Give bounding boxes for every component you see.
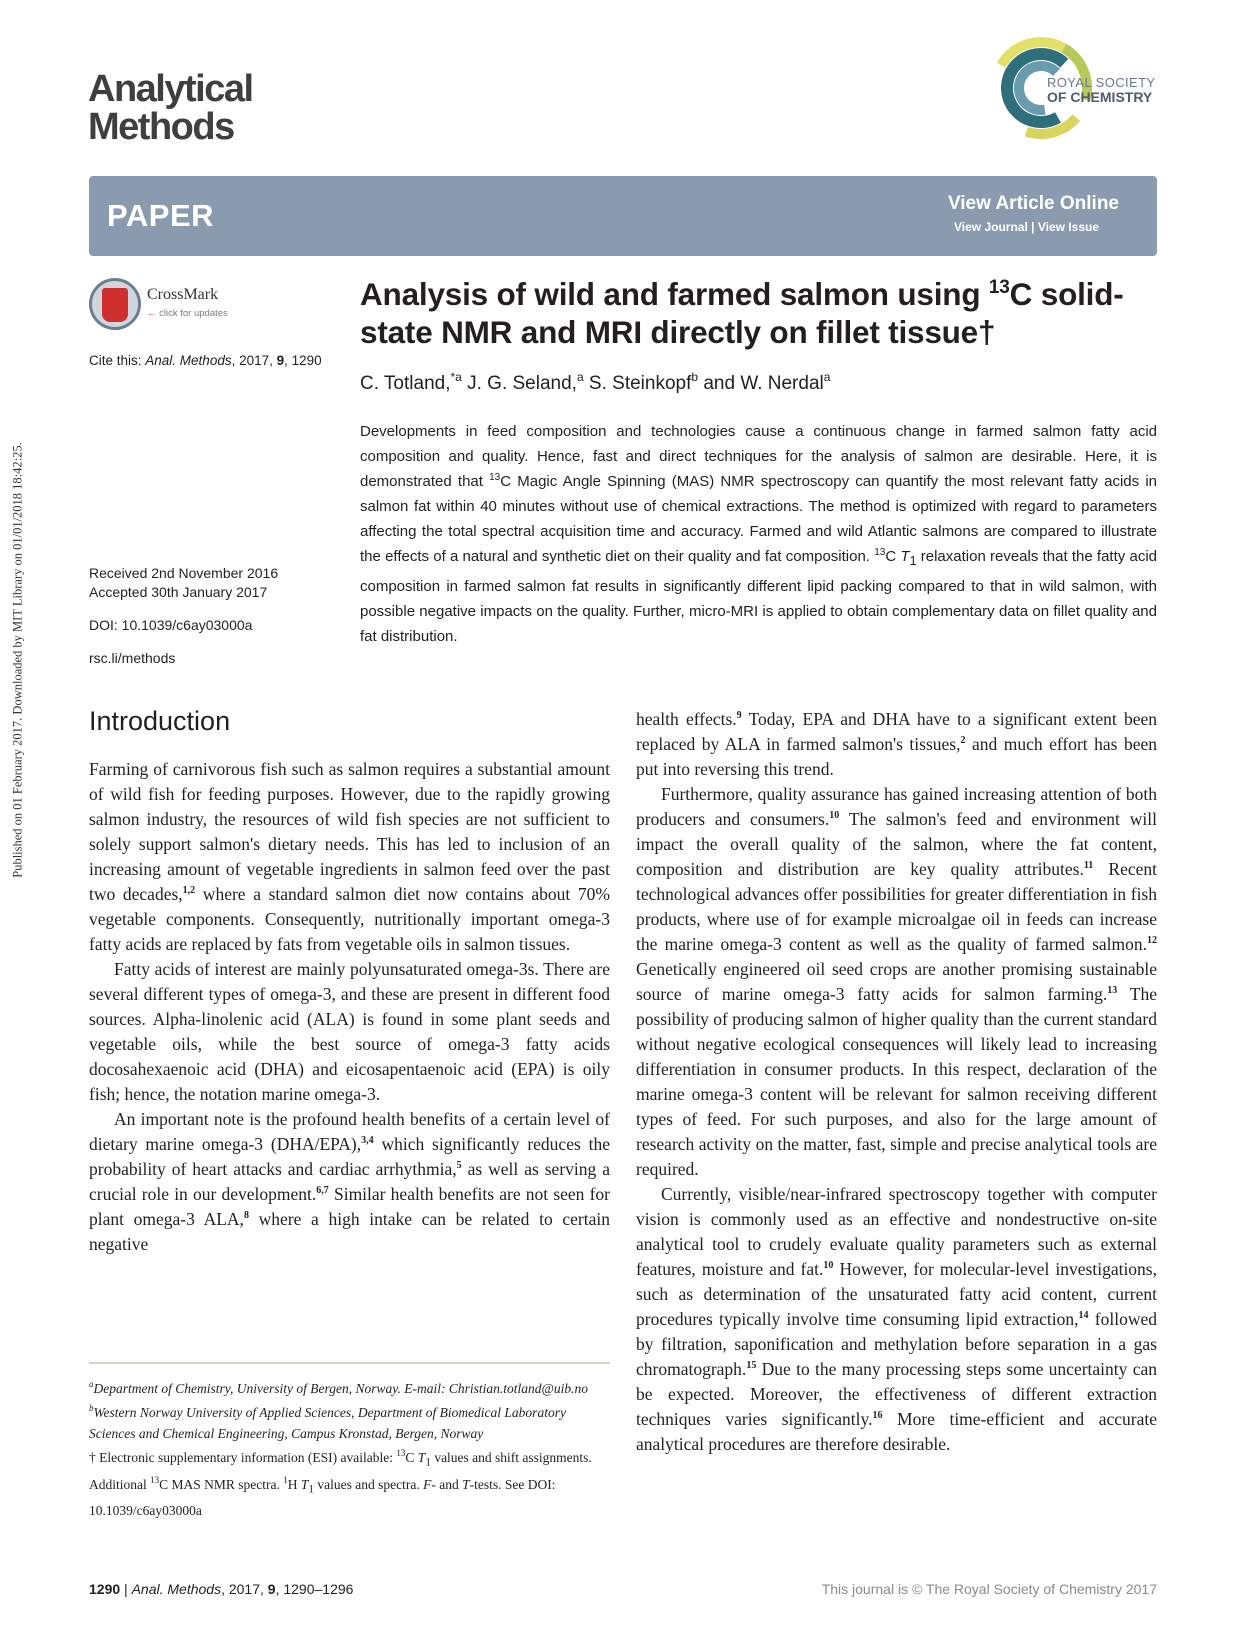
doi[interactable]: DOI: 10.1039/c6ay03000a <box>89 617 253 633</box>
reference-mark[interactable]: 9 <box>736 710 742 721</box>
citation-prefix: Cite this: <box>89 353 146 368</box>
author-name[interactable]: C. Totland, <box>360 373 451 394</box>
journal-link[interactable]: rsc.li/methods <box>89 650 176 666</box>
crossmark-sublabel <box>147 308 228 319</box>
reference-mark[interactable]: 10 <box>823 1260 834 1271</box>
author-list <box>360 370 831 395</box>
paragraph-text: More time-efficient and accurate analytical procedures are therefore desirable. <box>636 1409 1158 1454</box>
paragraph-text: The salmon's feed and environment will impact the overall quality of the salmon, where the fat content, composition and distribution are key quality attributes. <box>636 809 1157 879</box>
author-affiliation-mark: a <box>576 370 584 384</box>
footer-year: , 2017, <box>221 1581 268 1597</box>
reference-mark[interactable]: 6,7 <box>316 1185 329 1196</box>
paragraph-text: However, for molecular-level investigations, such as determination of the unsaturated fatty acid content, current procedures typically involve time consuming lipid extraction, <box>636 1259 1157 1329</box>
paragraph <box>636 707 1157 782</box>
author-affiliation-mark: *a <box>450 370 462 384</box>
footnote-affiliation-b <box>89 1402 610 1444</box>
view-article-online-link[interactable]: View Article Online <box>947 193 1119 214</box>
paragraph-text: Today, EPA and DHA have to a significant extent been replaced by ALA in farmed salmon's tissues, <box>636 709 1157 754</box>
footnote-superscript: 1 <box>283 1474 288 1485</box>
accepted-date: Accepted 30th January 2017 <box>89 584 268 600</box>
footnote-symbol: T <box>417 1450 426 1465</box>
paragraph-text: which significantly reduces the probability of heart attacks and cardiac arrhythmia, <box>89 1134 610 1179</box>
footnote-divider <box>89 1362 610 1364</box>
crossmark-icon <box>89 278 141 330</box>
footnote-esi <box>89 1447 610 1521</box>
section-heading-introduction: Introduction <box>89 706 231 736</box>
author-name[interactable]: J. G. Seland, <box>461 373 577 394</box>
footnote-superscript: 13 <box>150 1474 160 1485</box>
paragraph-text: Farming of carnivorous fish such as salmon requires a substantial amount of wild fish for feeding purposes. However, due to the rapidly growing salmon industry, the resources of wild fish species are not sufficient to solely support salmon's dietary needs. This has led to inclusion of an increasing amount of vegetable ingredients in salmon feed over the past two decades, <box>89 759 610 904</box>
author-name[interactable]: S. Steinkopf <box>583 373 692 394</box>
footer-journal: Anal. Methods <box>131 1581 222 1597</box>
title-superscript: 13 <box>988 277 1010 298</box>
paragraph <box>636 782 1157 1182</box>
footnote-symbol: T <box>300 1476 309 1492</box>
paragraph-text: where a high intake can be related to certain negative <box>89 1209 610 1254</box>
footnote-text: C MAS NMR spectra. <box>159 1476 284 1492</box>
article-type-banner <box>89 176 1157 256</box>
paragraph-text: Furthermore, quality assurance has gained increasing attention of both producers and consumers. <box>636 784 1157 829</box>
view-links-separator: | <box>1027 220 1038 234</box>
citation-year: , 2017, <box>231 353 277 368</box>
paragraph-text: where a standard salmon diet now contains about 70% vegetable components. Consequently, nutritionally important omega-3 fatty acids are replaced by fats from vegetable oils in salmon tissues. <box>89 884 610 954</box>
abstract-text: C <box>885 548 901 565</box>
article-title <box>360 275 1160 351</box>
article-dates <box>89 564 278 602</box>
page-number: 1290 <box>89 1581 121 1597</box>
reference-mark[interactable]: 13 <box>1107 985 1118 996</box>
paragraph <box>89 757 610 957</box>
author-name[interactable]: and W. Nerdal <box>698 373 824 394</box>
download-watermark-text: Published on 01 February 2017. Downloaded by MIT Library on 01/01/2018 18:42:25. <box>10 442 25 878</box>
footnote-text: values and shift assignments. Additional <box>89 1450 592 1492</box>
citation-page: , 1290 <box>284 353 322 368</box>
author-affiliation-mark: a <box>823 370 831 384</box>
received-date: Received 2nd November 2016 <box>89 565 279 581</box>
arrow-left-icon: ← <box>147 308 160 319</box>
footnote-text: values and spectra. <box>314 1476 424 1492</box>
footnotes <box>89 1378 610 1524</box>
paragraph-text: Recent technological advances offer possibilities for greater differentiation in fish products, where use of for example microalgae oil in feeds can increase the marine omega-3 content as well as the quality of farmed salmon. <box>636 859 1157 954</box>
abstract-text: C Magic Angle Spinning (MAS) NMR spectroscopy can quantify the most relevant fatty acids in salmon fat within 40 minutes without use of chemical extractions. The method is optimized with regard to parameters affecting the total spectral acquisition time and accuracy. Farmed and wild Atlantic salmons are compared to illustrate the effects of a natural and synthetic diet on their quality and fat composition. <box>360 473 1158 565</box>
reference-mark[interactable]: 16 <box>872 1410 883 1421</box>
paragraph: Fatty acids of interest are mainly polyunsaturated omega-3s. There are several different types of omega-3, and these are present in different food sources. Alpha-linolenic acid (ALA) is found in some plant seeds and vegetable oils, while the best source of omega-3 fatty acids docosahexaenoic acid (DHA) and eicosapentaenoic acid (EPA) is oily fish; hence, the notation marine omega-3. <box>89 959 610 1104</box>
footer-separator: | <box>120 1581 132 1597</box>
citation <box>89 353 322 368</box>
abstract-subscript: 1 <box>909 554 917 568</box>
footnote-text: C <box>405 1450 418 1465</box>
body-column-left <box>89 757 610 1257</box>
abstract-symbol: T <box>900 548 910 565</box>
footnote-text: H <box>287 1476 301 1492</box>
journal-name-line2: Methods <box>88 106 234 148</box>
rsc-wordmark-line2: OF CHEMISTRY <box>1047 89 1153 105</box>
author-affiliation-mark: b <box>691 370 699 384</box>
paragraph <box>89 1107 610 1257</box>
reference-mark[interactable]: 1,2 <box>182 885 196 896</box>
page-footer-citation <box>89 1581 353 1597</box>
footnote-mark: b <box>89 1403 94 1413</box>
paragraph-text: health effects. <box>636 709 737 729</box>
abstract-superscript: 13 <box>874 547 886 558</box>
abstract-text: relaxation reveals that the fatty acid composition in farmed salmon fat results in significantly different lipid packing compared to that in wild salmon, with possible negative impacts on the quality. Further, micro-MRI is applied to obtain complementary data on fillet quality and fat distribution. <box>360 548 1158 645</box>
view-issue-link[interactable]: View Issue <box>1037 220 1099 234</box>
footnote-text: and <box>435 1476 463 1492</box>
journal-name-line1: Analytical <box>88 68 253 110</box>
abstract <box>360 419 1157 649</box>
crossmark-button[interactable] <box>89 278 249 334</box>
footnote-subscript: 1 <box>425 1456 431 1469</box>
citation-volume: 9 <box>276 353 285 368</box>
paragraph-text: Similar health benefits are not seen for plant omega-3 ALA, <box>89 1184 611 1229</box>
paragraph-text: and much effort has been put into reversing this trend. <box>636 734 1157 779</box>
download-watermark <box>10 380 26 940</box>
paragraph-text: as well as serving a crucial role in our development. <box>89 1159 610 1204</box>
footnote-superscript: 13 <box>396 1448 406 1458</box>
title-text-2: C solid-state NMR and MRI directly on fillet tissue† <box>360 276 1124 350</box>
footnote-text: Western Norway University of Applied Sciences, Department of Biomedical Laboratory Sciences and Chemical Engineering, Campus Kronstad, Bergen, Norway <box>89 1405 566 1441</box>
article-type-label: PAPER <box>107 198 215 233</box>
paragraph-text: Due to the many processing steps some uncertainty can be expected. Moreover, the effectiveness of different extraction techniques varies significantly. <box>636 1359 1157 1429</box>
paragraph-text: An important note is the profound health benefits of a certain level of dietary marine omega-3 (DHA/EPA), <box>89 1109 610 1154</box>
footnote-symbol: T <box>462 1476 470 1492</box>
abstract-superscript: 13 <box>489 472 501 483</box>
reference-mark[interactable]: 15 <box>746 1360 757 1371</box>
citation-journal: Anal. Methods <box>145 353 232 368</box>
reference-mark[interactable]: 8 <box>243 1210 249 1221</box>
body-column-right <box>636 707 1157 1457</box>
footnote-subscript: 1 <box>308 1483 315 1496</box>
paragraph <box>636 1182 1157 1457</box>
crossmark-sublabel-text: click for updates <box>159 308 228 319</box>
paragraph-text: Genetically engineered oil seed crops are another promising sustainable source of marine omega-3 fatty acids for salmon farming. <box>636 959 1157 1004</box>
reference-mark[interactable]: 11 <box>1083 860 1094 871</box>
rsc-wordmark <box>1047 76 1156 104</box>
reference-mark[interactable]: 12 <box>1147 935 1157 946</box>
footnote-text: † Electronic supplementary information (ESI) available: <box>89 1450 397 1465</box>
reference-mark[interactable]: 5 <box>456 1160 462 1171</box>
footer-volume: 9 <box>267 1581 276 1597</box>
footnote-symbol: F- <box>423 1476 436 1492</box>
rsc-wordmark-line1: ROYAL SOCIETY <box>1047 75 1156 90</box>
view-links <box>954 220 1099 234</box>
journal-logo[interactable] <box>88 70 253 146</box>
reference-mark[interactable]: 2 <box>960 735 966 746</box>
footer-pages: , 1290–1296 <box>275 1581 354 1597</box>
reference-mark[interactable]: 3,4 <box>361 1135 374 1146</box>
view-journal-link[interactable]: View Journal <box>954 220 1028 234</box>
title-text: Analysis of wild and farmed salmon using <box>360 276 989 312</box>
abstract-text: Developments in feed composition and technologies cause a continuous change in farmed salmon fatty acid composition and quality. Hence, fast and direct techniques for the analysis of salmon are desirable. Here, it is demonstrated that <box>360 423 1157 490</box>
crossmark-label: CrossMark <box>147 286 219 303</box>
footnote-affiliation-a <box>89 1378 610 1399</box>
paragraph-text: Currently, visible/near-infrared spectroscopy together with computer vision is commonly used as an effective and nondestructive on-site analytical tool to crudely evaluate quality parameters such as external features, moisture and fat. <box>636 1184 1157 1279</box>
reference-mark[interactable]: 10 <box>829 810 840 821</box>
footnote-text: -tests. See DOI: 10.1039/c6ay03000a <box>89 1476 556 1519</box>
paragraph-text: The possibility of producing salmon of higher quality than the current standard without negative ecological consequences will likely lead to increasing differentiation in consumer products. In this respect, declaration of the marine omega-3 content will be relevant for salmon receiving different types of feed. For such purposes, and also for the large amount of research activity on the matter, fast, simple and precise analytical tools are required. <box>636 984 1158 1179</box>
footnote-text: Department of Chemistry, University of Bergen, Norway. E-mail: Christian.totland@uib.no <box>93 1381 589 1396</box>
reference-mark[interactable]: 14 <box>1078 1310 1089 1321</box>
footnote-mark: a <box>89 1379 94 1389</box>
paragraph-text: followed by filtration, saponification and methylation before separation in a gas chromatograph. <box>636 1309 1157 1379</box>
copyright-notice: This journal is © The Royal Society of Chemistry 2017 <box>821 1581 1157 1597</box>
